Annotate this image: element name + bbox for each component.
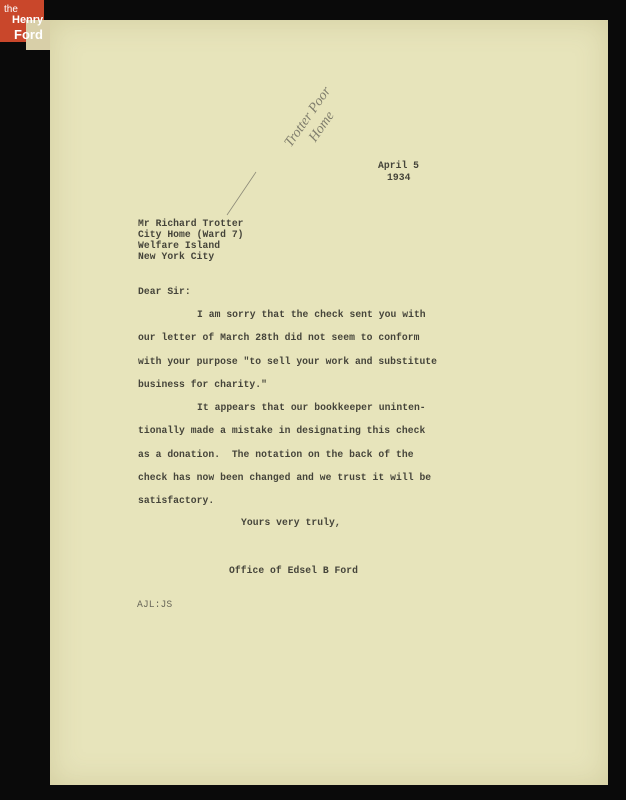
body-line: with your purpose "to sell your work and substitute (138, 356, 438, 367)
body-line: satisfactory. (138, 495, 215, 506)
typist-initials: AJL:JS (137, 599, 173, 610)
date-year: 1934 (387, 172, 411, 183)
body-line: check has now been changed and we trust it will be (138, 472, 432, 483)
address-line: Mr Richard Trotter (138, 218, 244, 229)
body-line: tionally made a mistake in designating this check (138, 425, 426, 436)
signature: Office of Edsel B Ford (229, 565, 358, 576)
body-line: I am sorry that the check sent you with (197, 309, 426, 320)
date-month-day: April 5 (378, 160, 420, 171)
logo-text-the: the (4, 4, 18, 15)
address-line: City Home (Ward 7) (138, 229, 244, 240)
body-line: It appears that our bookkeeper uninten- (197, 402, 426, 413)
handwritten-note-text: Trotter Poor Home (281, 84, 338, 151)
body-line: business for charity." (138, 379, 267, 390)
address-line: Welfare Island (138, 240, 221, 251)
closing: Yours very truly, (241, 517, 341, 528)
body-line: as a donation. The notation on the back of the (138, 449, 414, 460)
salutation: Dear Sir: (138, 286, 191, 297)
logo-text-ford: Ford (14, 27, 43, 42)
body-line: our letter of March 28th did not seem to conform (138, 332, 420, 343)
logo-text-henry: Henry (12, 14, 44, 26)
address-line: New York City (138, 251, 215, 262)
